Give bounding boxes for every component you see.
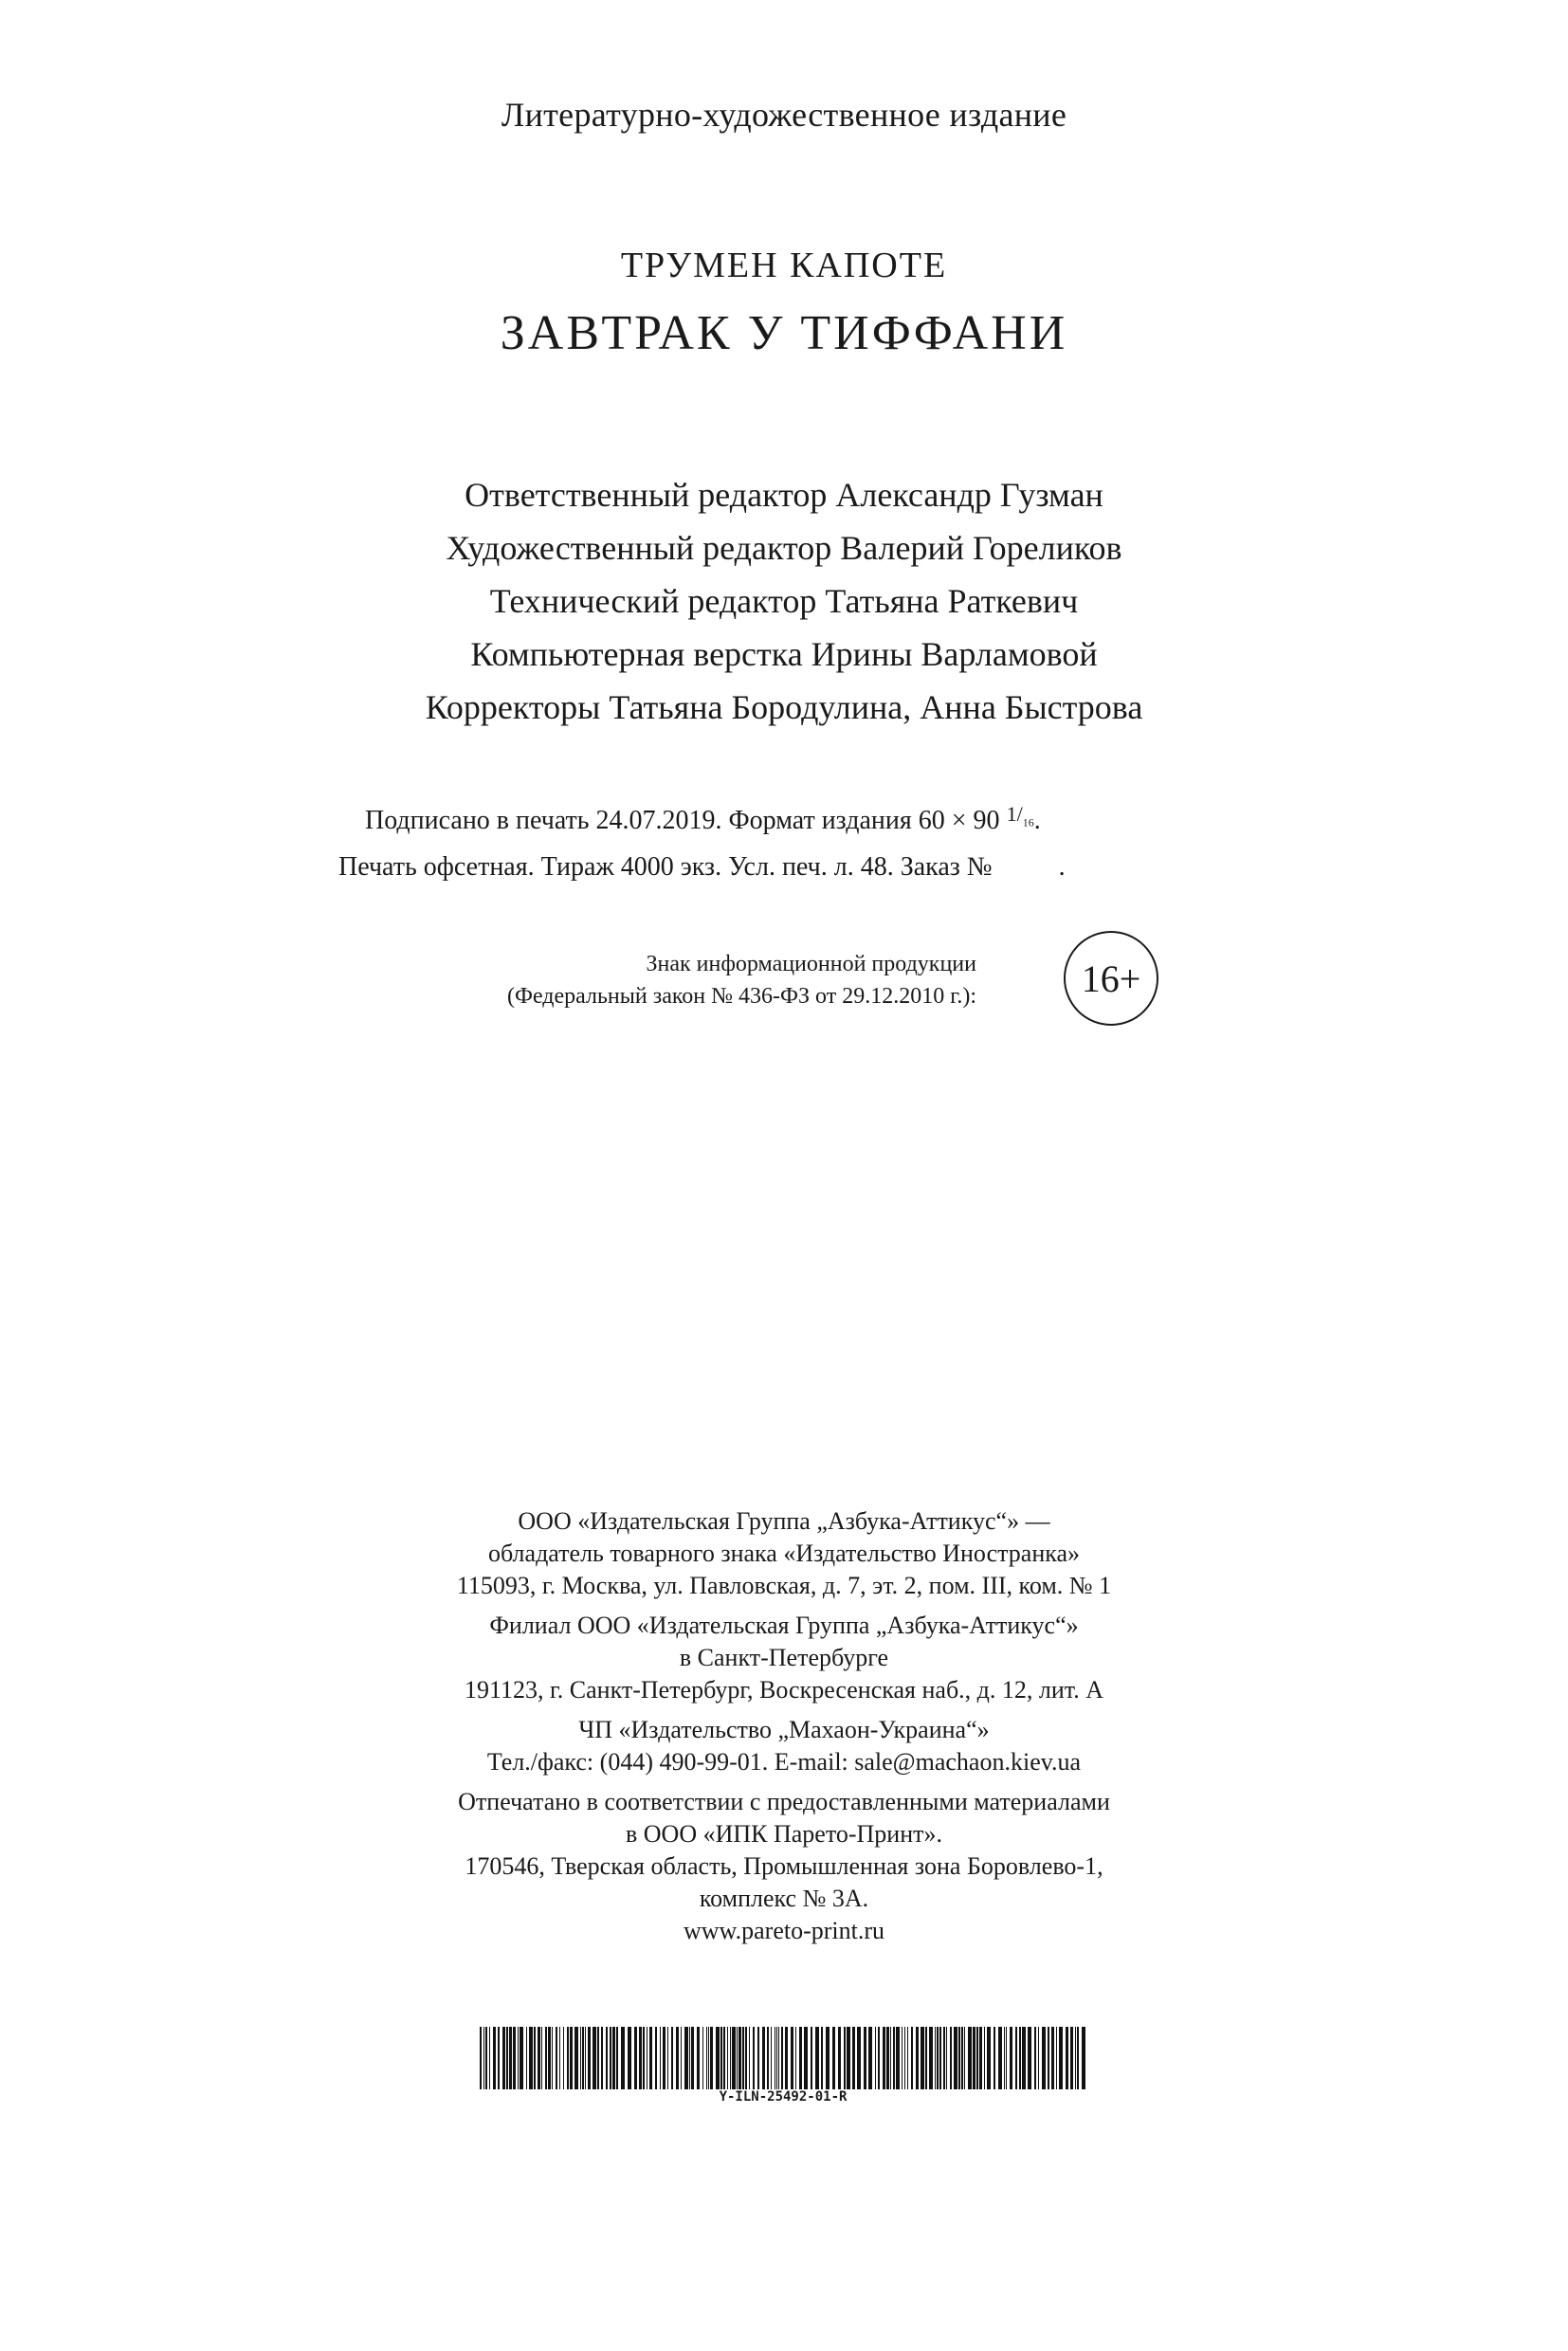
barcode-bar	[730, 2027, 731, 2089]
barcode-bar	[811, 2027, 812, 2089]
barcode-bar	[556, 2027, 557, 2089]
barcode-bar	[1006, 2027, 1007, 2089]
barcode-bar	[737, 2027, 738, 2089]
barcode-bar	[1034, 2027, 1036, 2089]
barcode-bar	[939, 2027, 941, 2089]
barcode-bar	[545, 2027, 547, 2089]
publisher-line: Филиал ООО «Издательская Группа „Азбука-Аттикус“»	[489, 1612, 1079, 1639]
barcode-bar	[691, 2027, 694, 2089]
print-date-format: Подписано в печать 24.07.2019. Формат издания 60 × 90	[365, 806, 1000, 835]
barcode-bar	[998, 2027, 1002, 2089]
credit-line: Ответственный редактор Александр Гузман	[465, 476, 1103, 514]
barcode-bar	[1066, 2027, 1068, 2089]
barcode-bar	[973, 2027, 975, 2089]
barcode-bar	[732, 2027, 736, 2089]
barcode	[480, 2027, 1086, 2089]
barcode-bar	[943, 2027, 945, 2089]
barcode-bar	[643, 2027, 645, 2089]
barcode-bar	[697, 2027, 700, 2089]
barcode-bar	[702, 2027, 703, 2089]
barcode-bar	[720, 2027, 722, 2089]
barcode-bar	[628, 2027, 631, 2089]
barcode-bar	[727, 2027, 728, 2089]
barcode-bar	[634, 2027, 637, 2089]
publisher-line: 191123, г. Санкт-Петербург, Воскресенская наб., д. 12, лит. А	[465, 1676, 1103, 1704]
info-product-sign	[408, 948, 976, 1012]
barcode-bar	[1004, 2027, 1005, 2089]
credits-list	[0, 468, 1568, 734]
barcode-bar	[762, 2027, 765, 2089]
barcode-bar	[509, 2027, 512, 2089]
barcode-bar	[847, 2027, 850, 2089]
barcode-bar	[552, 2027, 553, 2089]
barcode-bar	[946, 2027, 947, 2089]
credit-line: Технический редактор Татьяна Раткевич	[489, 582, 1079, 620]
print-run-order: Печать офсетная. Тираж 4000 экз. Усл. печ. л. 48. Заказ №	[338, 852, 993, 883]
barcode-bar	[868, 2027, 872, 2089]
barcode-bar	[976, 2027, 978, 2089]
book-title: ЗАВТРАК У ТИФФАНИ	[500, 306, 1068, 360]
edition-type: Литературно-художественное издание	[501, 96, 1067, 134]
barcode-bar	[937, 2027, 939, 2089]
barcode-bar	[902, 2027, 903, 2089]
barcode-bar	[1075, 2027, 1076, 2089]
barcode-bar	[785, 2027, 788, 2089]
barcode-bar	[612, 2027, 615, 2089]
barcode-bar	[950, 2027, 952, 2089]
publisher-line: ООО «Издательская Группа „Азбука-Аттикус“» —	[518, 1507, 1050, 1535]
barcode-bar	[742, 2027, 744, 2089]
barcode-bar	[838, 2027, 841, 2089]
barcode-bar	[493, 2027, 496, 2089]
barcode-bar	[708, 2027, 709, 2089]
barcode-bar	[1015, 2027, 1017, 2089]
barcode-bar	[610, 2027, 611, 2089]
barcode-bar	[498, 2027, 500, 2089]
barcode-bar	[904, 2027, 905, 2089]
barcode-bar	[534, 2027, 536, 2089]
barcode-bar	[689, 2027, 690, 2089]
barcode-bar	[716, 2027, 720, 2089]
barcode-bar	[723, 2027, 725, 2089]
barcode-bar	[738, 2027, 741, 2089]
barcode-bar	[815, 2027, 819, 2089]
barcode-bar	[1082, 2027, 1085, 2089]
info-sign-line-1: Знак информационной продукции	[646, 952, 976, 976]
barcode-bar	[857, 2027, 861, 2089]
barcode-bar	[639, 2027, 642, 2089]
barcode-bar	[852, 2027, 855, 2089]
barcode-bar	[987, 2027, 991, 2089]
barcode-bar	[570, 2027, 573, 2089]
barcode-bar	[1070, 2027, 1073, 2089]
barcode-bar	[778, 2027, 779, 2089]
barcode-bar	[681, 2027, 682, 2089]
barcode-bar	[921, 2027, 924, 2089]
barcode-bar	[518, 2027, 519, 2089]
barcode-bar	[753, 2027, 755, 2089]
barcode-bar	[781, 2027, 783, 2089]
fraction-numerator: 1	[1006, 802, 1017, 826]
author-name: ТРУМЕН КАПОТЕ	[620, 246, 948, 285]
barcode-bar	[676, 2027, 679, 2089]
barcode-bar	[606, 2027, 608, 2089]
barcode-bar	[968, 2027, 972, 2089]
publisher-line: 115093, г. Москва, ул. Павловская, д. 7, эт. 2, пом. III, ком. № 1	[456, 1572, 1112, 1599]
barcode-bar	[1077, 2027, 1079, 2089]
barcode-bar	[513, 2027, 516, 2089]
printer-website: www.pareto-print.ru	[683, 1917, 885, 1944]
barcode-bar	[616, 2027, 618, 2089]
barcode-bar	[907, 2027, 908, 2089]
barcode-bar	[844, 2027, 846, 2089]
barcode-bar	[929, 2027, 933, 2089]
barcode-bar	[649, 2027, 652, 2089]
barcode-bar	[567, 2027, 569, 2089]
publisher-line: Тел./факс: (044) 490-99-01. E-mail: sale@machaon.kiev.ua	[486, 1748, 1082, 1776]
barcode-bar	[1022, 2027, 1026, 2089]
barcode-bar	[961, 2027, 963, 2089]
barcode-bar	[1048, 2027, 1049, 2089]
printer-block	[0, 1786, 1568, 1947]
barcode-bar	[886, 2027, 889, 2089]
barcode-bar	[1056, 2027, 1057, 2089]
barcode-bar	[593, 2027, 596, 2089]
barcode-bar	[667, 2027, 668, 2089]
barcode-bar	[1042, 2027, 1046, 2089]
barcode-bar	[684, 2027, 688, 2089]
barcode-bar	[529, 2027, 533, 2089]
barcode-bar	[864, 2027, 866, 2089]
barcode-bar	[597, 2027, 599, 2089]
format-fraction: 1/16	[1006, 802, 1034, 829]
print-info-line-2: Печать офсетная. Тираж 4000 экз. Усл. печ. л. 48. Заказ № .	[338, 852, 1066, 883]
barcode-bar	[663, 2027, 665, 2089]
barcode-bar	[660, 2027, 661, 2089]
credit-line: Художественный редактор Валерий Гореликов	[446, 529, 1122, 567]
barcode-bar	[502, 2027, 505, 2089]
barcode-bar	[480, 2027, 482, 2089]
credit-line: Компьютерная верстка Ирины Варламовой	[470, 635, 1098, 673]
barcode-bar	[749, 2027, 750, 2089]
barcode-bar	[826, 2027, 830, 2089]
barcode-bar	[745, 2027, 747, 2089]
barcode-bar	[1038, 2027, 1039, 2089]
barcode-bar	[588, 2027, 591, 2089]
barcode-bar	[1010, 2027, 1012, 2089]
barcode-bar	[585, 2027, 586, 2089]
barcode-bar	[776, 2027, 777, 2089]
barcode-bar	[883, 2027, 885, 2089]
barcode-bar	[994, 2027, 995, 2089]
barcode-bar	[832, 2027, 835, 2089]
print-info	[338, 802, 1286, 886]
barcode-bar	[878, 2027, 880, 2089]
barcode-bar	[621, 2027, 625, 2089]
credit-line: Корректоры Татьяна Бородулина, Анна Быстрова	[425, 688, 1143, 726]
barcode-bar	[821, 2027, 823, 2089]
barcode-bar	[563, 2027, 564, 2089]
barcode-bar	[890, 2027, 891, 2089]
printer-line: в ООО «ИПК Парето-Принт».	[625, 1820, 942, 1848]
barcode-bar	[954, 2027, 957, 2089]
printer-line: Отпечатано в соответствии с предоставленными материалами	[458, 1788, 1110, 1815]
barcode-bar	[795, 2027, 796, 2089]
publisher-line: обладатель товарного знака «Издательство Иностранка»	[487, 1540, 1081, 1567]
barcode-bar	[958, 2027, 960, 2089]
barcode-bar	[1051, 2027, 1054, 2089]
barcode-bar	[655, 2027, 657, 2089]
barcode-bar	[506, 2027, 508, 2089]
printer-line: комплекс № 3А.	[699, 1885, 869, 1912]
publisher-block-spb	[0, 1610, 1568, 1706]
barcode-bar	[485, 2027, 487, 2089]
barcode-bar	[520, 2027, 523, 2089]
age-rating-badge: 16+	[1064, 931, 1158, 1026]
barcode-bar	[767, 2027, 769, 2089]
printer-line: 170546, Тверская область, Промышленная зона Боровлево-1,	[465, 1852, 1103, 1880]
print-info-line-1: Подписано в печать 24.07.2019. Формат издания 60 × 90 $^{1/_{16}}$.	[365, 802, 1041, 835]
barcode-bar	[574, 2027, 578, 2089]
barcode-bar	[1019, 2027, 1021, 2089]
barcode-bar	[1059, 2027, 1063, 2089]
publisher-block-main	[0, 1505, 1568, 1602]
publisher-block-ukraine	[0, 1714, 1568, 1778]
barcode-bar	[538, 2027, 540, 2089]
publisher-line: в Санкт-Петербурге	[679, 1644, 889, 1671]
barcode-bar	[489, 2027, 490, 2089]
barcode-bar	[1028, 2027, 1031, 2089]
barcode-bar	[925, 2027, 927, 2089]
fraction-denominator: 16	[1022, 815, 1034, 829]
barcode-bar	[804, 2027, 808, 2089]
barcode-code: Y-ILN-25492-01-R	[719, 2089, 848, 2105]
barcode-bar	[799, 2027, 802, 2089]
barcode-bar	[757, 2027, 759, 2089]
publisher-info	[0, 1505, 1568, 1955]
barcode-bar	[601, 2027, 603, 2089]
barcode-bar	[548, 2027, 551, 2089]
barcode-bar	[710, 2027, 713, 2089]
barcode-bar	[916, 2027, 919, 2089]
barcode-bar	[483, 2027, 484, 2089]
info-sign-line-2: (Федеральный закон № 436-ФЗ от 29.12.2010 г.):	[506, 984, 976, 1009]
barcode-bar	[526, 2027, 527, 2089]
barcode-bar	[791, 2027, 793, 2089]
publisher-line: ЧП «Издательство „Махаон-Украина“»	[578, 1716, 990, 1743]
barcode-bar	[582, 2027, 584, 2089]
barcode-bar	[671, 2027, 673, 2089]
barcode-bar	[984, 2027, 985, 2089]
barcode-bar	[964, 2027, 965, 2089]
barcode-bar	[979, 2027, 982, 2089]
barcode-bar	[559, 2027, 560, 2089]
barcode-bar	[706, 2027, 707, 2089]
barcode-bar	[896, 2027, 900, 2089]
barcode-bar	[935, 2027, 936, 2089]
barcode-bar	[580, 2027, 581, 2089]
barcode-bar	[893, 2027, 895, 2089]
barcode-bar	[541, 2027, 542, 2089]
barcode-bar	[911, 2027, 913, 2089]
barcode-bar	[771, 2027, 772, 2089]
barcode-bar	[875, 2027, 876, 2089]
